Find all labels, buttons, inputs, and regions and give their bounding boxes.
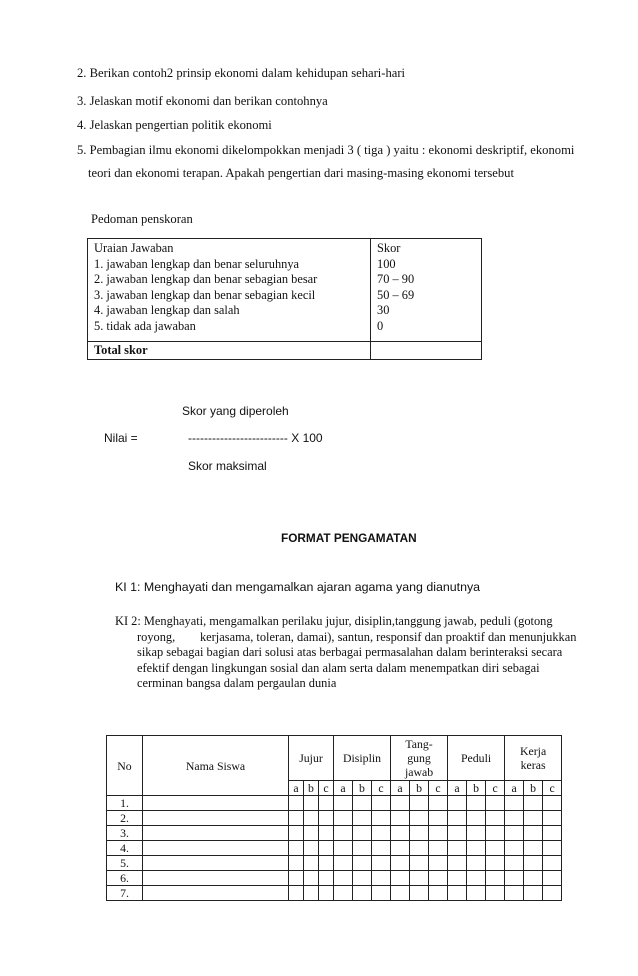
formula-numerator: Skor yang diperoleh [182,404,289,418]
score-cell[interactable] [319,886,334,901]
scoring-row-desc: 1. jawaban lengkap dan benar seluruhnya [94,256,300,271]
score-cell[interactable] [543,796,562,811]
score-cell[interactable] [505,886,524,901]
score-cell[interactable] [448,811,467,826]
sub-col-header: b [353,781,372,796]
score-cell[interactable] [410,826,429,841]
score-cell[interactable] [429,856,448,871]
score-cell[interactable] [372,856,391,871]
col-jujur-header: Jujur [289,736,334,781]
score-cell[interactable] [391,886,410,901]
score-cell[interactable] [410,871,429,886]
score-cell[interactable] [467,826,486,841]
table-row [107,796,562,811]
score-cell[interactable] [334,796,353,811]
scoring-row-desc: 3. jawaban lengkap dan benar sebagian kecil [94,287,316,302]
score-cell[interactable] [486,886,505,901]
score-cell[interactable] [410,856,429,871]
row-number: 3. [107,826,143,841]
col-peduli-header: Peduli [448,736,505,781]
tanggung-line: jawab [404,765,434,779]
score-cell[interactable] [319,856,334,871]
score-cell[interactable] [467,871,486,886]
score-cell[interactable] [304,856,319,871]
scoring-row-score: 30 [377,303,390,318]
table-row [107,841,562,856]
scoring-row-desc: 4. jawaban lengkap dan salah [94,303,240,318]
ki-2-line: sikap sebagai bagian dari solusi atas berbagai permasalahan dalam berinteraksi secara [137,645,563,660]
ki-2-continued [137,630,577,692]
col-name-header: Nama Siswa [143,736,289,796]
score-cell[interactable] [391,811,410,826]
formula-denominator: Skor maksimal [188,459,267,473]
score-cell[interactable] [304,886,319,901]
score-cell[interactable] [543,886,562,901]
observation-table [106,735,562,901]
score-cell[interactable] [372,811,391,826]
row-number: 1. [107,796,143,811]
sub-col-header: a [448,781,467,796]
tanggung-line: Tang- [405,737,433,751]
col-kerja-keras-header [505,736,562,781]
score-cell[interactable] [372,841,391,856]
scoring-row-score: 100 [377,256,396,271]
row-number: 6. [107,871,143,886]
score-cell[interactable] [410,886,429,901]
scoring-header-left: Uraian Jawaban [94,241,174,255]
score-cell[interactable] [467,886,486,901]
question-5-continued: teori dan ekonomi terapan. Apakah pengertian dari masing-masing ekonomi tersebut [88,166,514,180]
sub-col-header: c [486,781,505,796]
score-cell[interactable] [372,796,391,811]
score-cell[interactable] [524,811,543,826]
score-cell[interactable] [524,841,543,856]
score-cell[interactable] [486,811,505,826]
score-cell[interactable] [319,811,334,826]
score-cell[interactable] [289,841,304,856]
score-cell[interactable] [319,826,334,841]
score-cell[interactable] [429,871,448,886]
score-cell[interactable] [353,841,372,856]
sub-col-header: a [334,781,353,796]
score-cell[interactable] [524,871,543,886]
score-cell[interactable] [334,871,353,886]
score-cell[interactable] [304,796,319,811]
question-3: 3. Jelaskan motif ekonomi dan berikan contohnya [77,94,328,108]
score-cell[interactable] [319,841,334,856]
score-cell[interactable] [448,796,467,811]
score-cell[interactable] [505,826,524,841]
scoring-desc-cell [88,239,371,342]
student-name-cell[interactable] [143,841,289,856]
scoring-row-score: 70 – 90 [377,272,415,287]
row-number: 2. [107,811,143,826]
table-row [107,871,562,886]
table-row [107,856,562,871]
scoring-row-desc: 2. jawaban lengkap dan benar sebagian besar [94,272,318,287]
score-cell[interactable] [353,871,372,886]
score-cell[interactable] [410,796,429,811]
score-cell[interactable] [429,796,448,811]
score-cell[interactable] [505,856,524,871]
score-cell[interactable] [524,886,543,901]
score-cell[interactable] [353,826,372,841]
score-cell[interactable] [289,811,304,826]
score-cell[interactable] [467,856,486,871]
score-cell[interactable] [391,856,410,871]
score-cell[interactable] [334,811,353,826]
score-cell[interactable] [505,871,524,886]
score-cell[interactable] [304,871,319,886]
observation-heading: FORMAT PENGAMATAN [281,531,417,545]
score-cell[interactable] [429,841,448,856]
score-cell[interactable] [486,841,505,856]
score-cell[interactable] [448,856,467,871]
score-cell[interactable] [543,856,562,871]
sub-col-header: c [319,781,334,796]
score-cell[interactable] [304,811,319,826]
score-cell[interactable] [304,841,319,856]
scoring-header-right: Skor [377,241,401,255]
score-cell[interactable] [505,796,524,811]
score-cell[interactable] [334,826,353,841]
score-cell[interactable] [353,796,372,811]
score-cell[interactable] [524,856,543,871]
sub-col-header: a [505,781,524,796]
score-cell[interactable] [353,886,372,901]
question-2: 2. Berikan contoh2 prinsip ekonomi dalam kehidupan sehari-hari [77,66,406,80]
scoring-row-desc: 5. tidak ada jawaban [94,318,196,333]
score-cell[interactable] [486,871,505,886]
score-cell[interactable] [372,886,391,901]
sub-col-header: c [429,781,448,796]
score-cell[interactable] [391,796,410,811]
tanggung-line: gung [407,751,431,765]
ki-2-line: efektif dengan lingkungan sosial dan alam serta dalam menempatkan diri sebagai [137,660,540,675]
sub-col-header: a [289,781,304,796]
score-cell[interactable] [372,826,391,841]
sub-col-header: b [410,781,429,796]
score-cell[interactable] [448,886,467,901]
total-skor-label: Total skor [88,341,371,359]
formula-line: ------------------------- X 100 [188,431,323,445]
score-cell[interactable] [486,796,505,811]
row-number: 4. [107,841,143,856]
score-cell[interactable] [505,811,524,826]
scoring-score-cell [371,239,482,342]
student-name-cell[interactable] [143,886,289,901]
score-cell[interactable] [543,841,562,856]
scoring-row-score: 0 [377,318,384,333]
score-cell[interactable] [372,871,391,886]
score-cell[interactable] [319,796,334,811]
kerja-line: Kerja [519,744,547,758]
score-cell[interactable] [391,871,410,886]
score-cell[interactable] [289,871,304,886]
ki-1: KI 1: Menghayati dan mengamalkan ajaran agama yang dianutnya [115,580,481,594]
question-4: 4. Jelaskan pengertian politik ekonomi [77,118,272,132]
score-cell[interactable] [448,841,467,856]
score-cell[interactable] [410,811,429,826]
score-cell[interactable] [289,886,304,901]
total-skor-value [371,341,482,359]
score-cell[interactable] [486,856,505,871]
student-name-cell[interactable] [143,856,289,871]
scoring-title: Pedoman penskoran [91,212,193,226]
score-cell[interactable] [334,856,353,871]
score-cell[interactable] [410,841,429,856]
table-row [107,826,562,841]
score-cell[interactable] [524,796,543,811]
table-row [107,886,562,901]
question-5: 5. Pembagian ilmu ekonomi dikelompokkan menjadi 3 ( tiga ) yaitu : ekonomi deskriptif, ekonomi [77,143,575,157]
score-cell[interactable] [334,841,353,856]
score-cell[interactable] [391,841,410,856]
ki-2-line: cerminan bangsa dalam pergaulan dunia [137,676,337,691]
score-cell[interactable] [486,826,505,841]
score-cell[interactable] [543,811,562,826]
col-no-header: No [107,736,143,796]
score-cell[interactable] [429,826,448,841]
score-cell[interactable] [543,826,562,841]
score-cell[interactable] [448,826,467,841]
score-cell[interactable] [448,871,467,886]
score-cell[interactable] [524,826,543,841]
ki-2: KI 2: Menghayati, mengamalkan perilaku jujur, disiplin,tanggung jawab, peduli (gotong [115,614,553,628]
col-tanggung-jawab-header [391,736,448,781]
score-cell[interactable] [304,826,319,841]
row-number: 5. [107,856,143,871]
formula-label: Nilai = [104,431,138,445]
score-cell[interactable] [353,811,372,826]
score-cell[interactable] [467,796,486,811]
ki-2-line: royong, kerjasama, toleran, damai), santun, responsif dan proaktif dan menunjukkan [137,630,577,644]
col-disiplin-header: Disiplin [334,736,391,781]
student-name-cell[interactable] [143,871,289,886]
score-cell[interactable] [334,886,353,901]
score-cell[interactable] [543,871,562,886]
scoring-table [87,238,482,360]
score-cell[interactable] [429,811,448,826]
score-cell[interactable] [289,826,304,841]
student-name-cell[interactable] [143,796,289,811]
row-number: 7. [107,886,143,901]
score-cell[interactable] [353,856,372,871]
score-cell[interactable] [289,796,304,811]
score-cell[interactable] [391,826,410,841]
score-cell[interactable] [505,841,524,856]
sub-col-header: c [543,781,562,796]
score-cell[interactable] [319,871,334,886]
student-name-cell[interactable] [143,811,289,826]
score-cell[interactable] [467,811,486,826]
sub-col-header: b [304,781,319,796]
sub-col-header: b [524,781,543,796]
scoring-row-score: 50 – 69 [377,287,415,302]
score-cell[interactable] [467,841,486,856]
score-cell[interactable] [289,856,304,871]
score-cell[interactable] [429,886,448,901]
student-name-cell[interactable] [143,826,289,841]
table-row [107,811,562,826]
kerja-line: keras [520,758,546,772]
sub-col-header: a [391,781,410,796]
sub-col-header: c [372,781,391,796]
sub-col-header: b [467,781,486,796]
